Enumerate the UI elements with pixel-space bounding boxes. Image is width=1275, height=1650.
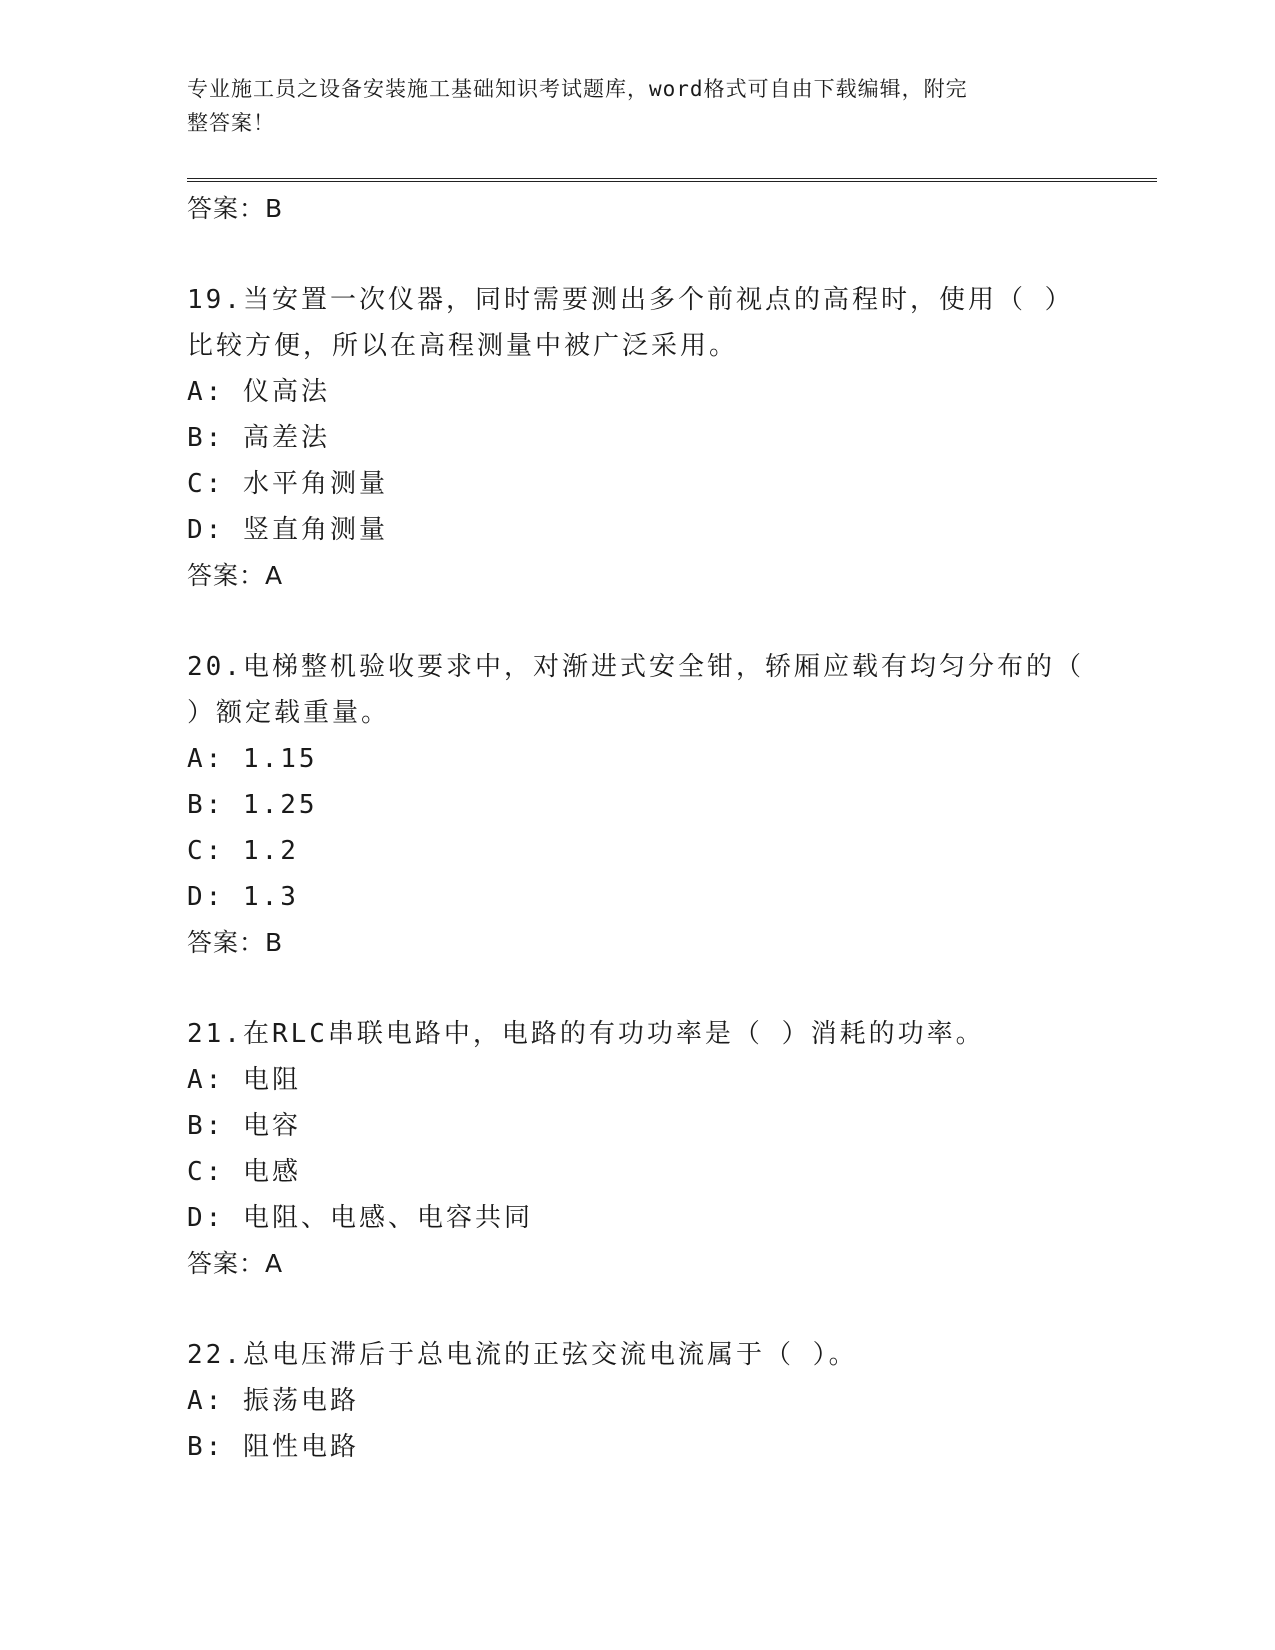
question-21-option-c: C: 电感 <box>187 1157 301 1187</box>
question-20-option-d: D: 1.3 <box>187 882 299 912</box>
question-19-text-line-2: 比较方便，所以在高程测量中被广泛采用。 <box>187 331 739 361</box>
question-21-text: 21.在RLC串联电路中，电路的有功功率是（ ）消耗的功率。 <box>187 1019 985 1049</box>
spacer <box>187 599 1157 644</box>
question-20-text-line-2: ）额定载重量。 <box>187 698 391 728</box>
question-19 <box>187 277 1157 599</box>
question-21 <box>187 1011 1157 1287</box>
question-19-option-d: D: 竖直角测量 <box>187 515 388 545</box>
spacer <box>187 232 1157 277</box>
answer-18: 答案：B <box>187 194 284 223</box>
header-divider <box>187 178 1157 182</box>
question-22-option-b: B: 阻性电路 <box>187 1432 359 1462</box>
question-21-option-d: D: 电阻、电感、电容共同 <box>187 1203 533 1233</box>
header-line-1: 专业施工员之设备安装施工基础知识考试题库，word格式可自由下载编辑，附完 <box>187 77 968 101</box>
question-21-option-a: A: 电阻 <box>187 1065 301 1095</box>
question-22 <box>187 1332 1157 1470</box>
header-line-2: 整答案！ <box>187 111 275 135</box>
spacer <box>187 1287 1157 1332</box>
spacer <box>187 966 1157 1011</box>
question-list <box>187 186 1157 1470</box>
question-20-option-a: A: 1.15 <box>187 744 318 774</box>
question-19-option-b: B: 高差法 <box>187 423 330 453</box>
question-22-text: 22.总电压滞后于总电流的正弦交流电流属于（ ）。 <box>187 1340 858 1370</box>
question-20-text-line-1: 20.电梯整机验收要求中，对渐进式安全钳，轿厢应载有均匀分布的（ <box>187 652 1084 682</box>
question-21-option-b: B: 电容 <box>187 1111 301 1141</box>
question-19-option-a: A: 仪高法 <box>187 377 330 407</box>
document-header <box>187 72 1087 140</box>
question-20-option-b: B: 1.25 <box>187 790 318 820</box>
question-20 <box>187 644 1157 966</box>
answer-20: 答案：B <box>187 928 284 957</box>
question-22-option-a: A: 振荡电路 <box>187 1386 359 1416</box>
answer-19: 答案：A <box>187 561 284 590</box>
answer-21: 答案：A <box>187 1249 284 1278</box>
question-19-text-line-1: 19.当安置一次仪器，同时需要测出多个前视点的高程时，使用（ ） <box>187 285 1074 315</box>
question-20-option-c: C: 1.2 <box>187 836 299 866</box>
question-19-option-c: C: 水平角测量 <box>187 469 388 499</box>
